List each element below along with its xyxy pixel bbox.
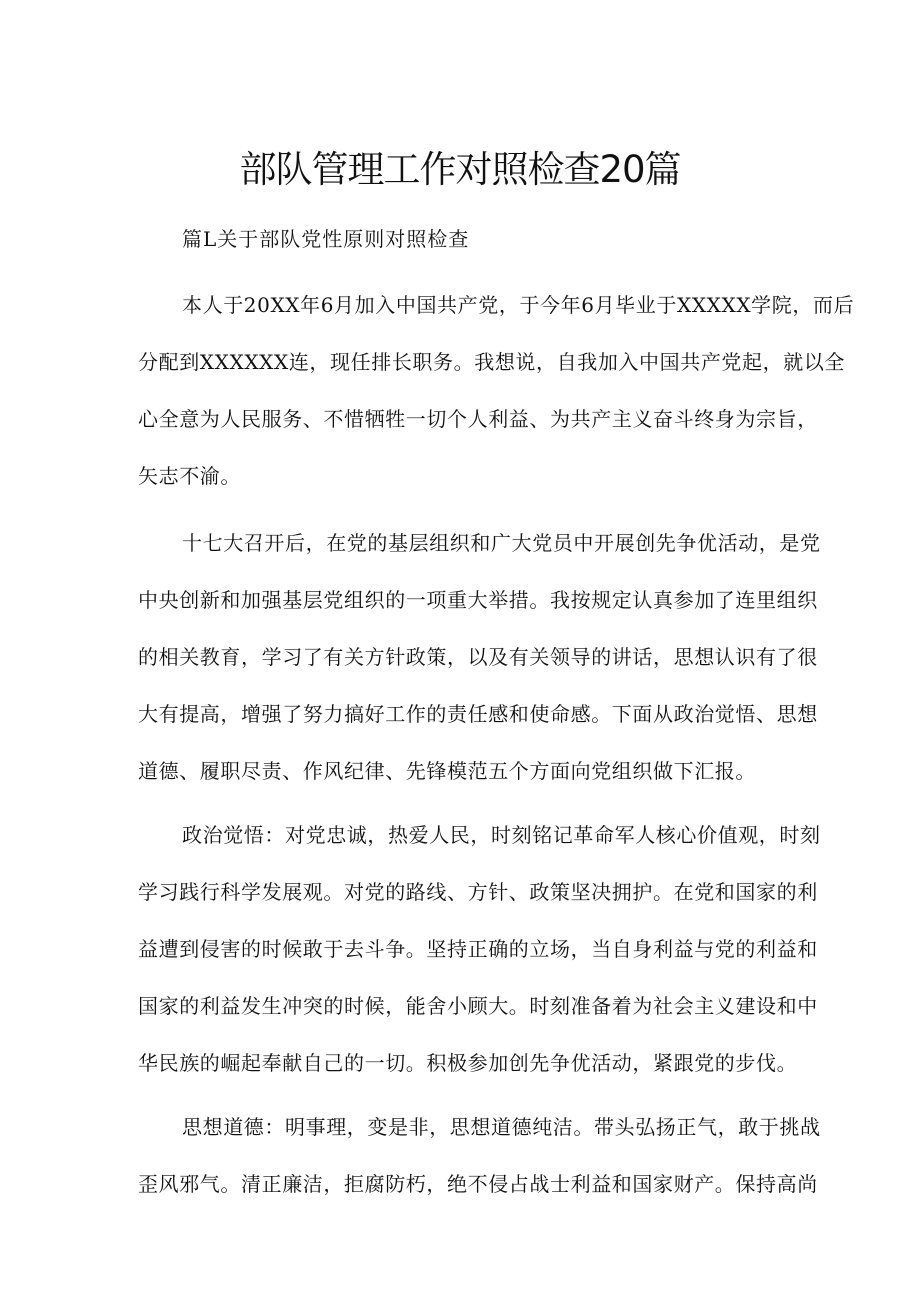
paragraph-line: 大有提高，增强了努力搞好工作的责任感和使命感。下面从政治觉悟、思想 <box>138 702 818 726</box>
paragraph-1 <box>138 277 855 505</box>
paragraph-line: 道德、履职尽责、作风纪律、先锋模范五个方面向党组织做下汇报。 <box>138 759 756 783</box>
paragraph-line: 分配到XXXXXX连，现任排长职务。我想说，自我加入中国共产党起，就以全 <box>138 350 846 374</box>
paragraph-line: 歪风邪气。清正廉洁，拒腐防朽，绝不侵占战士利益和国家财产。保持高尚 <box>138 1172 818 1196</box>
section-heading: 篇L关于部队党性原则对照检查 <box>182 227 470 251</box>
paragraph-line: 华民族的崛起奉献自己的一切。积极参加创先争优活动，紧跟党的步伐。 <box>138 1051 798 1075</box>
paragraph-line: 学习践行科学发展观。对党的路线、方针、政策坚决拥护。在党和国家的利 <box>138 880 818 904</box>
paragraph-line: 矢志不渝。 <box>138 464 241 488</box>
paragraph-line: 本人于20XX年6月加入中国共产党，于今年6月毕业于XXXXX学院，而后 <box>182 293 855 317</box>
paragraph-2 <box>138 515 821 800</box>
paragraph-line: 的相关教育，学习了有关方针政策，以及有关领导的讲话，思想认识有了很 <box>138 645 818 669</box>
paragraph-line: 国家的利益发生冲突的时候，能舍小顾大。时刻准备着为社会主义建设和中 <box>138 994 818 1018</box>
paragraph-line: 政治觉悟：对党忠诚，热爱人民，时刻铭记革命军人核心价值观，时刻 <box>182 823 821 847</box>
document-title: 部队管理工作对照检查20篇 <box>239 148 681 191</box>
paragraph-4 <box>138 1099 821 1213</box>
paragraph-line: 益遭到侵害的时候敢于去斗争。坚持正确的立场，当自身利益与党的利益和 <box>138 937 818 961</box>
paragraph-line: 十七大召开后，在党的基层组织和广大党员中开展创先争优活动，是党 <box>182 531 821 555</box>
paragraph-line: 心全意为人民服务、不惜牺牲一切个人利益、为共产主义奋斗终身为宗旨， <box>138 407 818 431</box>
paragraph-line: 思想道德：明事理，变是非，思想道德纯洁。带头弘扬正气，敢于挑战 <box>182 1115 821 1139</box>
paragraph-3 <box>138 807 821 1092</box>
paragraph-line: 中央创新和加强基层党组织的一项重大举措。我按规定认真参加了连里组织 <box>138 588 818 612</box>
